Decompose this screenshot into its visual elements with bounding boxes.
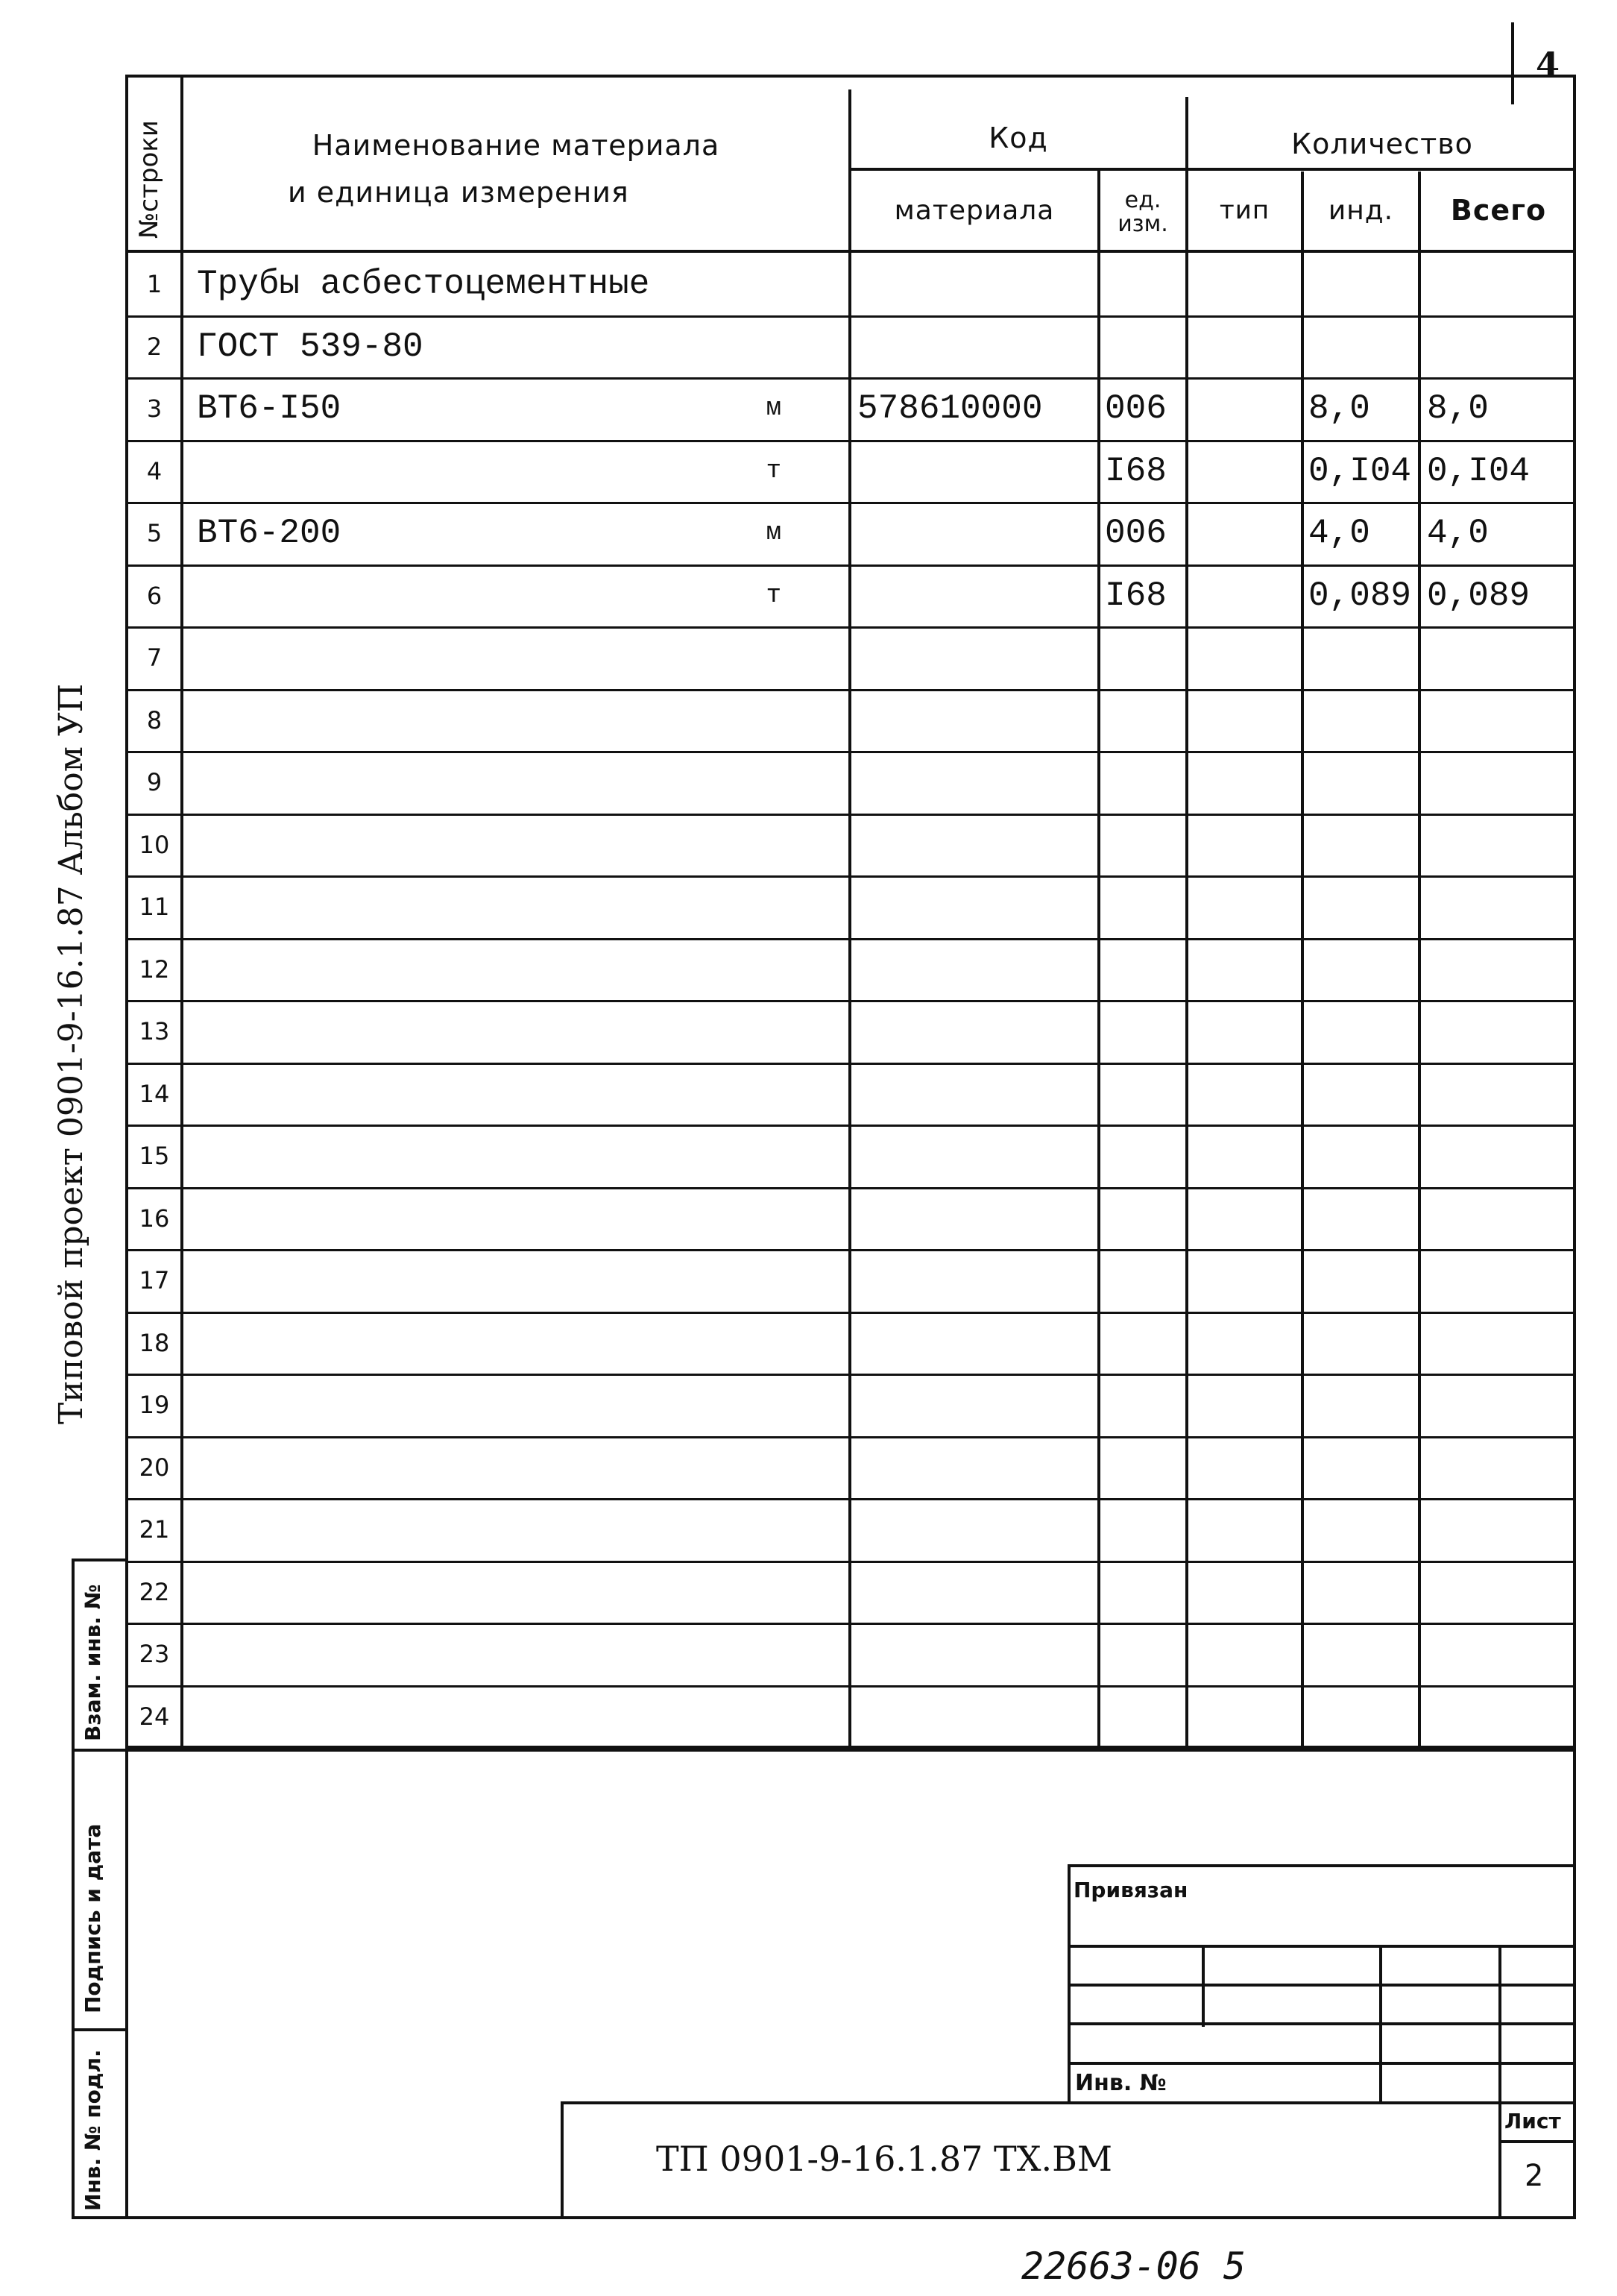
cell-n: 10	[139, 831, 170, 859]
cell-unit	[671, 1187, 848, 1250]
cell-ind	[1304, 1125, 1418, 1187]
cell-ed	[1100, 1125, 1185, 1187]
cell-name	[183, 875, 668, 938]
cell-name	[183, 1125, 668, 1187]
cell-ind	[1304, 938, 1418, 1001]
cell-ind	[1304, 626, 1418, 689]
cell-unit: т	[766, 582, 781, 610]
cell-total	[1421, 1561, 1576, 1623]
cell-total: 8,0	[1427, 389, 1489, 428]
cell-typ	[1188, 751, 1301, 814]
cell-name	[183, 1374, 668, 1436]
cell-n: 5	[146, 519, 163, 547]
cell-code	[851, 1312, 1097, 1374]
cell-name: ВТ6-200	[197, 514, 341, 553]
cell-ed: 006	[1105, 389, 1167, 428]
cell-typ	[1188, 253, 1301, 315]
cell-total	[1421, 689, 1576, 752]
cell-typ	[1188, 938, 1301, 1001]
cell-ed	[1100, 689, 1185, 752]
code-unit-header: ед. изм.	[1118, 187, 1168, 237]
cell-code	[851, 1498, 1097, 1561]
cell-total: 0,I04	[1427, 452, 1531, 491]
cell-unit	[671, 875, 848, 938]
cell-name	[183, 1000, 668, 1063]
qty-type-header: тип	[1219, 195, 1270, 225]
sheet-label: Лист	[1504, 2109, 1561, 2133]
cell-name: ВТ6-I50	[197, 389, 341, 428]
cell-unit	[671, 1249, 848, 1312]
cell-total	[1421, 1685, 1576, 1748]
cell-ind	[1304, 689, 1418, 752]
cell-unit	[671, 1436, 848, 1499]
cell-n: 15	[139, 1142, 170, 1170]
cell-typ	[1188, 315, 1301, 378]
cell-n: 19	[139, 1391, 170, 1419]
cell-ed	[1100, 1187, 1185, 1250]
sheet-number: 2	[1525, 2159, 1544, 2193]
cell-n: 7	[146, 644, 163, 672]
cell-n: 1	[146, 270, 163, 298]
cell-ind	[1304, 1000, 1418, 1063]
cell-ed: I68	[1105, 576, 1167, 615]
cell-n: 22	[139, 1578, 170, 1606]
cell-total	[1421, 253, 1576, 315]
cell-typ	[1188, 1498, 1301, 1561]
cell-unit	[671, 1125, 848, 1187]
cell-code	[851, 1249, 1097, 1312]
cell-code	[851, 1000, 1097, 1063]
cell-total	[1421, 751, 1576, 814]
cell-name	[183, 1249, 668, 1312]
cell-total: 4,0	[1427, 514, 1489, 553]
footer-number: 22663-06 5	[1021, 2245, 1246, 2288]
cell-ed	[1100, 626, 1185, 689]
cell-total	[1421, 1249, 1576, 1312]
cell-typ	[1188, 1000, 1301, 1063]
qty-ind-header: инд.	[1328, 195, 1394, 226]
cell-n: 14	[139, 1080, 170, 1108]
cell-typ	[1188, 377, 1301, 440]
name-header-line1: Наименование материала	[312, 129, 720, 162]
cell-code	[851, 1125, 1097, 1187]
cell-typ	[1188, 1063, 1301, 1125]
cell-ed	[1100, 1561, 1185, 1623]
cell-ind	[1304, 1249, 1418, 1312]
cell-code	[851, 751, 1097, 814]
cell-ed	[1100, 1000, 1185, 1063]
cell-code	[851, 1436, 1097, 1499]
cell-ind	[1304, 1312, 1418, 1374]
document-code: ТП 0901-9-16.1.87 ТХ.ВМ	[656, 2139, 1112, 2179]
inv-podl-label: Инв. № подл.	[81, 2049, 105, 2211]
cell-ed: 006	[1105, 514, 1167, 553]
cell-total	[1421, 1498, 1576, 1561]
cell-total	[1421, 938, 1576, 1001]
cell-unit	[671, 1000, 848, 1063]
cell-ind	[1304, 1436, 1418, 1499]
cell-typ	[1188, 1561, 1301, 1623]
cell-total	[1421, 1000, 1576, 1063]
cell-ind: 0,I04	[1308, 452, 1412, 491]
cell-typ	[1188, 1312, 1301, 1374]
cell-ind	[1304, 1561, 1418, 1623]
cell-n: 11	[139, 893, 170, 921]
cell-unit	[671, 1063, 848, 1125]
cell-name	[183, 1312, 668, 1374]
cell-ed	[1100, 1312, 1185, 1374]
quantity-header: Количество	[1291, 127, 1473, 160]
cell-total	[1421, 1623, 1576, 1685]
cell-unit: т	[766, 457, 781, 485]
cell-typ	[1188, 1374, 1301, 1436]
cell-n: 4	[146, 457, 163, 485]
cell-n: 3	[146, 394, 163, 423]
name-header-line2: и единица измерения	[288, 175, 629, 209]
cell-unit	[671, 1374, 848, 1436]
vzam-inv-label: Взам. инв. №	[81, 1584, 105, 1741]
cell-n: 8	[146, 706, 163, 735]
cell-typ	[1188, 814, 1301, 876]
cell-n: 9	[146, 768, 163, 796]
cell-n: 16	[139, 1204, 170, 1233]
cell-name	[183, 814, 668, 876]
cell-ind	[1304, 875, 1418, 938]
cell-total	[1421, 875, 1576, 938]
cell-typ	[1188, 689, 1301, 752]
cell-ind: 4,0	[1308, 514, 1370, 553]
cell-name: ГОСТ 539-80	[197, 327, 423, 366]
cell-total: 0,089	[1427, 576, 1531, 615]
cell-typ	[1188, 1623, 1301, 1685]
cell-name	[183, 689, 668, 752]
cell-total	[1421, 1187, 1576, 1250]
cell-ed	[1100, 751, 1185, 814]
cell-code	[851, 814, 1097, 876]
cell-name	[183, 440, 668, 503]
cell-code	[851, 1063, 1097, 1125]
cell-typ	[1188, 1187, 1301, 1250]
side-title: Типовой проект 0901-9-16.1.87 Альбом УП	[52, 683, 90, 1424]
cell-total	[1421, 1125, 1576, 1187]
cell-unit	[671, 814, 848, 876]
cell-unit	[671, 315, 848, 378]
cell-unit	[671, 1561, 848, 1623]
cell-unit	[671, 626, 848, 689]
cell-name: Трубы асбестоцементные	[197, 265, 650, 303]
cell-ind	[1304, 315, 1418, 378]
cell-n: 12	[139, 955, 170, 984]
cell-name	[183, 1498, 668, 1561]
code-material-header: материала	[894, 195, 1055, 226]
cell-ind: 0,089	[1308, 576, 1412, 615]
cell-n: 18	[139, 1329, 170, 1357]
cell-ind	[1304, 1063, 1418, 1125]
cell-ed	[1100, 1685, 1185, 1748]
cell-total	[1421, 315, 1576, 378]
cell-typ	[1188, 1685, 1301, 1748]
cell-ed	[1100, 1623, 1185, 1685]
cell-n: 21	[139, 1515, 170, 1544]
cell-ind	[1304, 814, 1418, 876]
cell-ed	[1100, 875, 1185, 938]
cell-total	[1421, 814, 1576, 876]
podpis-label: Подпись и дата	[81, 1823, 105, 2013]
cell-ind	[1304, 1498, 1418, 1561]
cell-typ	[1188, 502, 1301, 564]
cell-n: 17	[139, 1266, 170, 1295]
cell-ind	[1304, 1374, 1418, 1436]
cell-code	[851, 938, 1097, 1001]
cell-unit	[671, 1623, 848, 1685]
cell-code	[851, 1561, 1097, 1623]
cell-code	[851, 875, 1097, 938]
cell-name	[183, 1063, 668, 1125]
cell-name	[183, 1187, 668, 1250]
cell-ed	[1100, 1063, 1185, 1125]
cell-ind	[1304, 1685, 1418, 1748]
cell-total	[1421, 1374, 1576, 1436]
cell-typ	[1188, 564, 1301, 627]
cell-ed	[1100, 938, 1185, 1001]
cell-ed	[1100, 253, 1185, 315]
cell-code	[851, 253, 1097, 315]
cell-total	[1421, 626, 1576, 689]
cell-name	[183, 1685, 668, 1748]
cell-code	[851, 626, 1097, 689]
cell-total	[1421, 1312, 1576, 1374]
cell-name	[183, 1623, 668, 1685]
cell-name	[183, 1436, 668, 1499]
cell-ed: I68	[1105, 452, 1167, 491]
cell-ind	[1304, 1623, 1418, 1685]
qty-total-header: Всего	[1450, 194, 1547, 227]
cell-ind	[1304, 751, 1418, 814]
cell-unit	[671, 1312, 848, 1374]
cell-code	[851, 1685, 1097, 1748]
cell-unit	[671, 1498, 848, 1561]
cell-ind	[1304, 1187, 1418, 1250]
cell-typ	[1188, 875, 1301, 938]
cell-code	[851, 1623, 1097, 1685]
cell-n: 24	[139, 1702, 170, 1731]
cell-name	[183, 1561, 668, 1623]
cell-name	[183, 564, 668, 627]
cell-name	[183, 626, 668, 689]
cell-n: 2	[146, 333, 163, 361]
cell-typ	[1188, 440, 1301, 503]
privyazan-label: Привязан	[1074, 1878, 1188, 1902]
cell-code	[851, 1374, 1097, 1436]
cell-ed	[1100, 1249, 1185, 1312]
cell-code: 578610000	[857, 389, 1043, 428]
cell-unit: м	[766, 394, 781, 423]
cell-unit	[671, 1685, 848, 1748]
cell-unit	[671, 253, 848, 315]
cell-total	[1421, 1063, 1576, 1125]
cell-code	[851, 689, 1097, 752]
cell-typ	[1188, 1125, 1301, 1187]
cell-code	[851, 502, 1097, 564]
cell-ed	[1100, 1374, 1185, 1436]
cell-ind	[1304, 253, 1418, 315]
cell-name	[183, 751, 668, 814]
cell-n: 23	[139, 1640, 170, 1668]
cell-total	[1421, 1436, 1576, 1499]
page-number: 4	[1536, 45, 1560, 85]
cell-code	[851, 564, 1097, 627]
cell-unit: м	[766, 519, 781, 547]
cell-ed	[1100, 1436, 1185, 1499]
inv-no-label: Инв. №	[1075, 2070, 1167, 2096]
code-header: Код	[989, 122, 1048, 154]
cell-n: 6	[146, 582, 163, 610]
row-number-header: №строки	[134, 120, 164, 239]
cell-name	[183, 938, 668, 1001]
cell-unit	[671, 938, 848, 1001]
cell-unit	[671, 689, 848, 752]
cell-ed	[1100, 1498, 1185, 1561]
cell-code	[851, 1187, 1097, 1250]
cell-n: 13	[139, 1017, 170, 1045]
cell-code	[851, 440, 1097, 503]
cell-code	[851, 315, 1097, 378]
cell-n: 20	[139, 1453, 170, 1482]
cell-ind: 8,0	[1308, 389, 1370, 428]
cell-ed	[1100, 315, 1185, 378]
cell-typ	[1188, 626, 1301, 689]
cell-ed	[1100, 814, 1185, 876]
cell-typ	[1188, 1436, 1301, 1499]
cell-unit	[671, 751, 848, 814]
cell-typ	[1188, 1249, 1301, 1312]
